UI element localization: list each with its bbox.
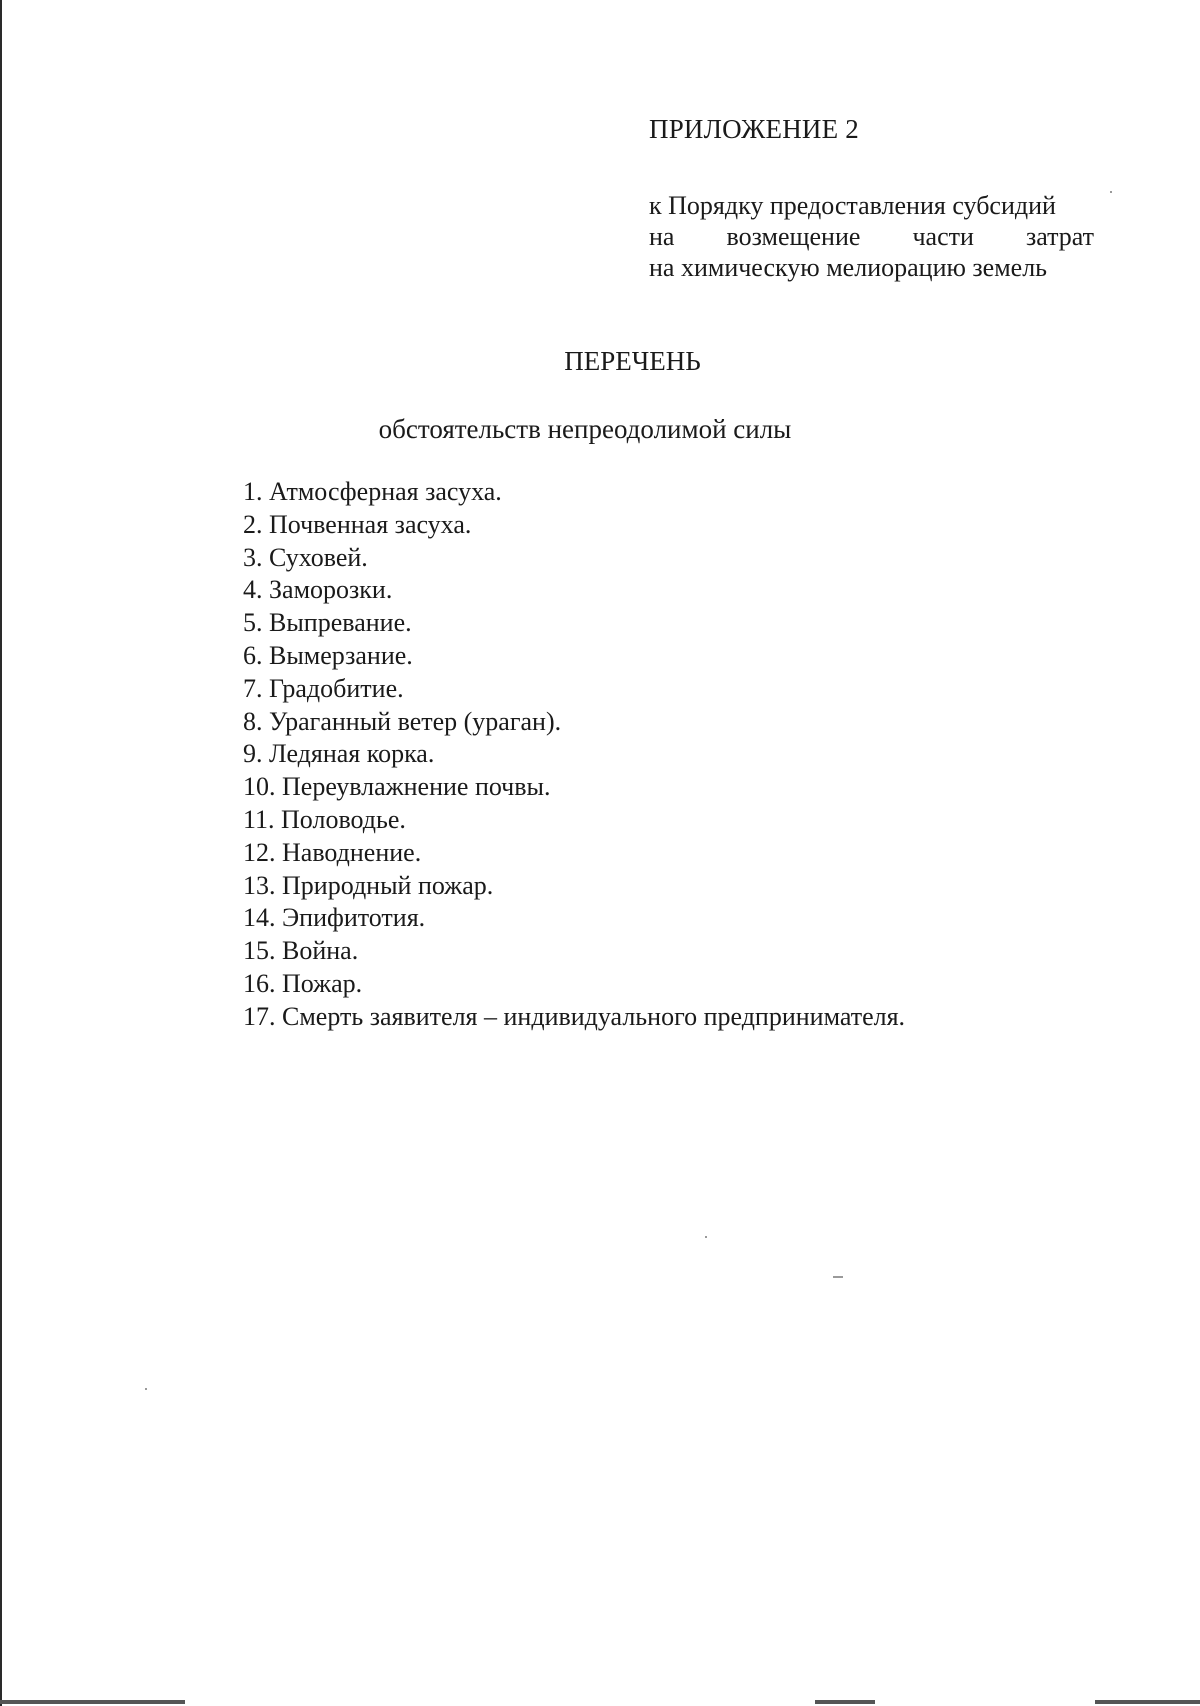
appendix-ref-line-3: на химическую мелиорацию земель (649, 253, 1048, 282)
list-item: 2. Почвенная засуха. (243, 509, 472, 539)
scan-mark (815, 1700, 875, 1704)
list-item: 5. Выпревание. (243, 608, 412, 638)
list-item: 14. Эпифитотия. (243, 903, 426, 933)
scan-speck (705, 1236, 707, 1238)
appendix-ref-line-1: к Порядку предоставления субсидий (649, 191, 1056, 220)
list-item: 12. Наводнение. (243, 837, 422, 867)
scan-mark (0, 1700, 185, 1704)
list-item: 7. Градобитие. (243, 673, 404, 703)
list-item: 1. Атмосферная засуха. (243, 477, 502, 506)
list-item: 6. Вымерзание. (243, 640, 413, 670)
appendix-ref-word: возмещение (726, 222, 861, 251)
scan-speck (145, 1388, 147, 1390)
appendix-reference (649, 190, 1094, 283)
list-item: 10. Переувлажнение почвы. (243, 772, 551, 802)
list-item: 8. Ураганный ветер (ураган). (243, 706, 562, 736)
appendix-ref-line-2 (649, 221, 1094, 252)
list-title: ПЕРЕЧЕНЬ (564, 346, 701, 376)
list-item: 16. Пожар. (243, 968, 363, 998)
appendix-title: ПРИЛОЖЕНИЕ 2 (649, 114, 859, 144)
list-item: 17. Смерть заявителя – индивидуального предпринимателя. (243, 1001, 906, 1031)
list-item: 15. Война. (243, 936, 359, 966)
list-item: 13. Природный пожар. (243, 870, 494, 900)
list-subtitle: обстоятельств непреодолимой силы (378, 414, 792, 444)
appendix-block (649, 112, 1094, 283)
appendix-ref-word: на (649, 222, 675, 251)
list-item: 11. Половодье. (243, 804, 406, 834)
scan-speck (833, 1276, 843, 1278)
scan-edge (0, 0, 2, 1706)
list-item: 3. Суховей. (243, 542, 368, 572)
list-item: 4. Заморозки. (243, 575, 393, 605)
force-majeure-list (243, 476, 905, 1034)
list-item: 9. Ледяная корка. (243, 739, 435, 769)
appendix-ref-word: части (912, 222, 974, 251)
scan-speck (1110, 191, 1112, 193)
scan-bottom-edge (0, 1696, 1200, 1706)
appendix-ref-word: затрат (1025, 222, 1094, 251)
scan-mark (1095, 1700, 1200, 1704)
